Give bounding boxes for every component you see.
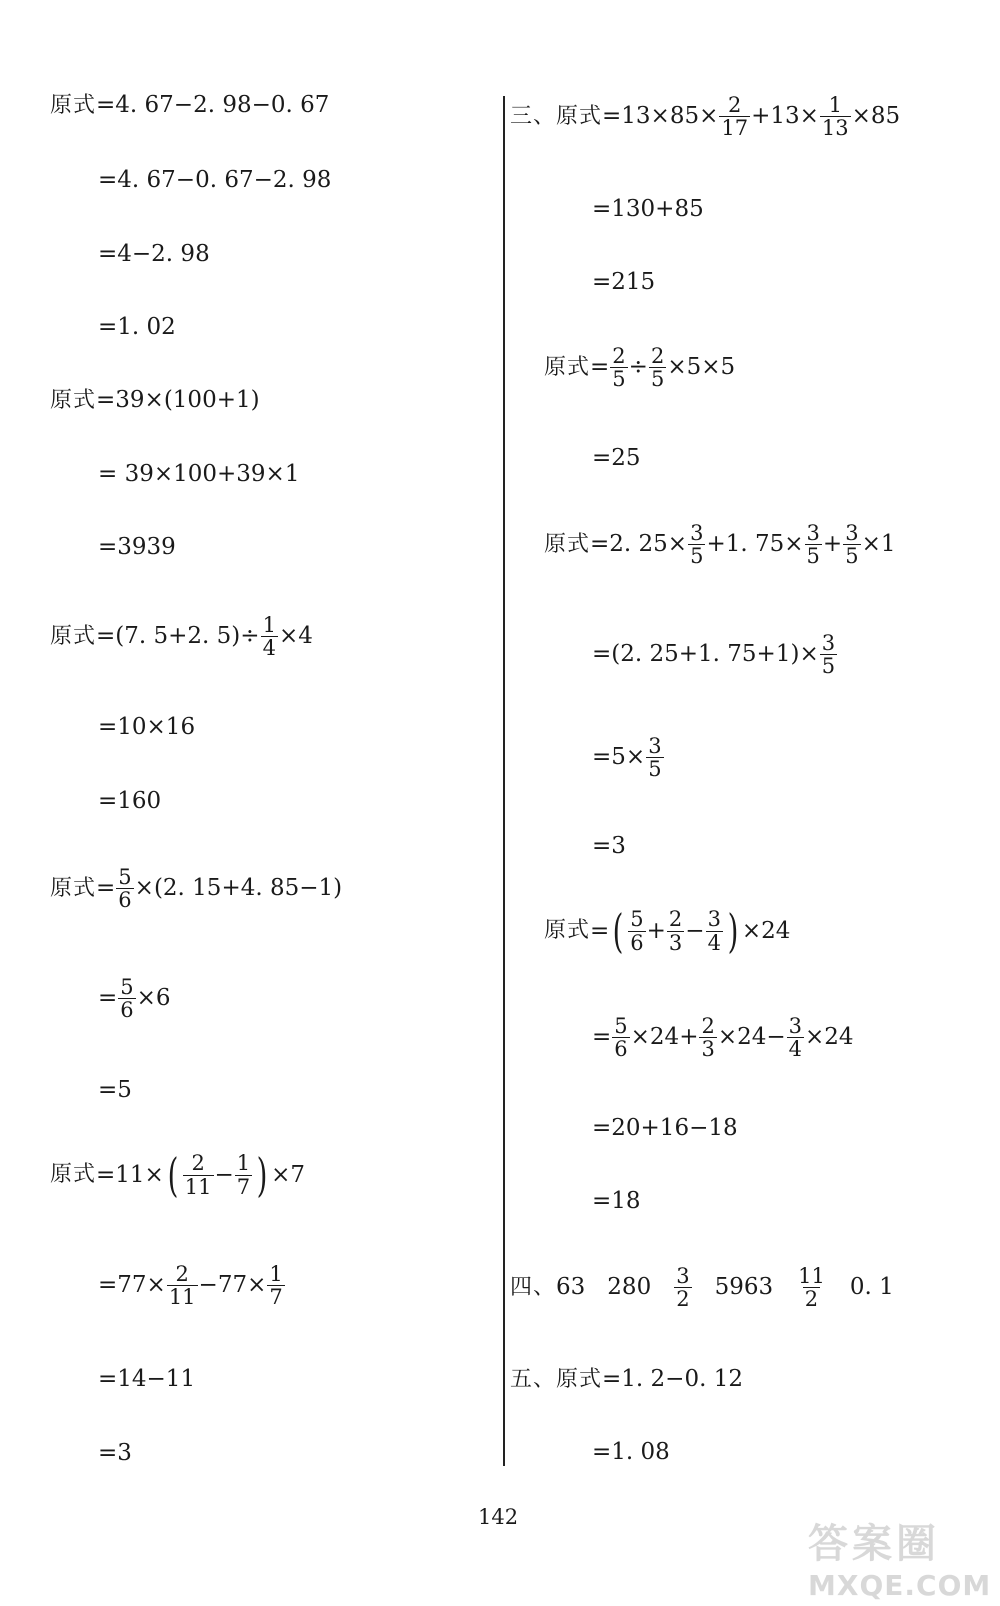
numerator: 3	[648, 734, 662, 758]
numerator: 3	[707, 907, 721, 932]
answer-value: 5963	[714, 1274, 774, 1301]
fraction	[612, 1015, 629, 1060]
numerator: 3	[806, 521, 820, 545]
expression: =4. 67−0. 67−2. 98	[98, 167, 332, 193]
left-line-13	[98, 1079, 132, 1102]
expression-part: ×4	[278, 623, 313, 650]
expression: =25	[592, 445, 641, 471]
right-paren: )	[727, 904, 739, 958]
operator: −	[685, 917, 705, 944]
denominator: 11	[168, 1285, 196, 1310]
expression-part: ×7	[271, 1161, 306, 1188]
right-line-15	[510, 1368, 743, 1391]
denominator: 5	[612, 367, 626, 392]
watermark-logo	[808, 1512, 992, 1602]
right-line-6	[544, 522, 895, 567]
right-line-2	[592, 198, 704, 221]
line-label: 四、	[510, 1274, 557, 1300]
line-label: 原式	[50, 623, 97, 649]
denominator: 5	[806, 544, 820, 569]
numerator: 3	[676, 1264, 690, 1288]
right-line-5	[592, 447, 641, 470]
expression: =20+16−18	[592, 1115, 738, 1141]
left-line-4	[98, 316, 176, 339]
fraction	[235, 1152, 252, 1197]
fraction	[118, 976, 135, 1021]
denominator: 5	[650, 367, 665, 392]
denominator: 11	[184, 1174, 212, 1199]
fraction	[843, 522, 860, 567]
line-label: 三、原式	[510, 103, 603, 129]
fraction	[796, 1265, 827, 1310]
expression-part: ×(2. 15+4. 85−1)	[134, 875, 343, 902]
expression-part: =5×	[592, 744, 646, 771]
line-label: 原式	[50, 92, 97, 118]
right-line-4	[544, 345, 735, 390]
denominator: 5	[648, 757, 662, 782]
fraction	[699, 1015, 716, 1060]
denominator: 3	[701, 1037, 715, 1062]
page-number: 142	[478, 1505, 519, 1529]
expression-part: =2. 25×	[590, 531, 688, 558]
line-label: 原式	[544, 918, 591, 943]
watermark-line-1: 答案圈	[808, 1521, 940, 1567]
left-line-2	[98, 169, 331, 192]
denominator: 2	[804, 1287, 819, 1312]
expression-part: =(2. 25+1. 75+1)×	[592, 641, 819, 668]
left-line-16	[98, 1368, 195, 1391]
expression: =160	[98, 788, 162, 814]
denominator: 7	[269, 1285, 283, 1310]
numerator: 3	[788, 1014, 803, 1038]
expression: =215	[592, 269, 656, 295]
expression-part: ×1	[861, 531, 896, 558]
left-line-9	[98, 716, 195, 739]
numerator: 2	[612, 344, 626, 368]
numerator: 2	[191, 1151, 205, 1176]
left-line-12	[98, 976, 171, 1021]
denominator: 17	[721, 116, 749, 141]
expression-part: ×5×5	[667, 354, 736, 381]
left-paren: (	[612, 904, 624, 958]
numerator: 5	[630, 907, 644, 932]
answer-value: 0. 1	[849, 1274, 894, 1301]
column-divider	[503, 96, 505, 1466]
expression-part: =	[590, 354, 610, 381]
operator: +	[646, 917, 666, 944]
expression-part: =	[98, 985, 118, 1012]
expression-part: =11×	[96, 1161, 164, 1188]
numerator: 11	[798, 1264, 825, 1288]
left-line-1	[50, 94, 329, 117]
fraction	[820, 632, 837, 677]
numerator: 5	[118, 865, 132, 889]
right-line-8	[592, 735, 665, 780]
fraction	[649, 345, 666, 390]
denominator: 6	[614, 1037, 628, 1062]
expression: =1. 2−0. 12	[602, 1366, 743, 1392]
right-line-7	[592, 632, 838, 677]
numerator: 2	[175, 1262, 189, 1286]
left-line-8	[50, 614, 313, 659]
expression: = 39×100+39×1	[98, 461, 300, 487]
expression: =1. 08	[592, 1439, 670, 1465]
denominator: 3	[668, 930, 683, 955]
expression: =18	[592, 1188, 641, 1214]
right-line-1	[510, 94, 900, 139]
expression-part: =	[590, 917, 610, 944]
expression-part: ×85	[851, 103, 901, 130]
line-label: 原式	[50, 1162, 97, 1187]
expression-part: =77×	[98, 1272, 166, 1299]
line-label: 原式	[50, 875, 97, 901]
line-label: 五、原式	[510, 1366, 603, 1392]
denominator: 5	[690, 544, 704, 569]
expression: =4. 67−2. 98−0. 67	[96, 92, 330, 118]
left-line-3	[98, 243, 210, 266]
right-line-9	[592, 835, 626, 858]
left-line-14	[50, 1148, 306, 1202]
operator: +	[822, 531, 843, 558]
answer-value: 63	[556, 1274, 586, 1301]
denominator: 6	[120, 998, 134, 1023]
right-paren: )	[256, 1148, 268, 1202]
denominator: 7	[236, 1174, 251, 1199]
numerator: 1	[262, 613, 276, 637]
expression: =3	[98, 1440, 132, 1466]
fraction	[646, 735, 663, 780]
expression: =3	[592, 833, 626, 859]
expression-part: ×24+	[630, 1024, 699, 1051]
fraction	[667, 908, 684, 953]
right-line-13	[592, 1190, 641, 1213]
denominator: 6	[118, 888, 132, 913]
fraction	[674, 1265, 691, 1310]
right-line-11	[592, 1015, 854, 1060]
numerator: 5	[614, 1014, 628, 1038]
right-line-3	[592, 271, 655, 294]
expression-part: =13×85×	[602, 103, 719, 130]
left-paren: (	[167, 1148, 179, 1202]
expression-part: +13×	[751, 103, 819, 130]
watermark-line-2: MXQE.COM	[808, 1569, 992, 1602]
answer-value: 280	[607, 1274, 652, 1301]
left-line-7	[98, 536, 176, 559]
fraction	[183, 1152, 214, 1197]
expression: =4−2. 98	[98, 241, 210, 267]
fraction	[688, 522, 705, 567]
fraction	[267, 1263, 284, 1308]
denominator: 4	[788, 1037, 803, 1062]
numerator: 1	[269, 1262, 283, 1286]
fraction	[610, 345, 627, 390]
expression: =130+85	[592, 196, 704, 222]
right-line-14	[510, 1265, 894, 1310]
numerator: 1	[828, 93, 842, 117]
line-label: 原式	[544, 531, 591, 557]
right-line-10	[544, 904, 791, 958]
expression-part: =	[96, 875, 116, 902]
right-line-16	[592, 1441, 670, 1464]
denominator: 5	[845, 544, 859, 569]
operator: ÷	[628, 354, 648, 381]
numerator: 2	[728, 93, 742, 117]
denominator: 13	[821, 116, 849, 141]
fraction	[805, 522, 822, 567]
fraction	[628, 908, 645, 953]
expression: =5	[98, 1077, 132, 1103]
left-line-5	[50, 389, 260, 412]
numerator: 5	[120, 975, 134, 999]
expression: =1. 02	[98, 314, 176, 340]
expression-part: =(7. 5+2. 5)÷	[96, 623, 260, 650]
right-line-12	[592, 1117, 738, 1140]
expression: =39×(100+1)	[96, 387, 260, 413]
fraction	[719, 94, 750, 139]
expression: =10×16	[98, 714, 196, 740]
numerator: 3	[690, 521, 704, 545]
expression-part: −77×	[198, 1272, 267, 1299]
line-label: 原式	[50, 387, 97, 413]
operator: −	[214, 1161, 234, 1188]
line-label: 原式	[544, 354, 591, 380]
expression-part: ×24	[741, 917, 791, 944]
left-line-11	[50, 866, 342, 911]
denominator: 4	[262, 636, 276, 661]
numerator: 3	[845, 521, 859, 545]
expression-part: ×24−	[717, 1024, 786, 1051]
denominator: 2	[676, 1287, 690, 1312]
expression-part: =	[592, 1024, 612, 1051]
left-line-10	[98, 790, 161, 813]
numerator: 2	[650, 344, 665, 368]
expression-part: ×6	[136, 985, 171, 1012]
left-line-17	[98, 1442, 132, 1465]
fraction	[116, 866, 133, 911]
numerator: 2	[668, 907, 683, 932]
left-line-6	[98, 463, 299, 486]
expression-part: +1. 75×	[706, 531, 804, 558]
left-line-15	[98, 1263, 286, 1308]
numerator: 2	[701, 1014, 715, 1038]
fraction	[167, 1263, 198, 1308]
fraction	[706, 908, 723, 953]
fraction	[820, 94, 851, 139]
expression-part: ×24	[805, 1024, 854, 1051]
expression: =3939	[98, 534, 176, 560]
fraction	[787, 1015, 804, 1060]
denominator: 6	[630, 930, 644, 955]
expression: =14−11	[98, 1366, 196, 1392]
numerator: 3	[821, 631, 836, 655]
numerator: 1	[236, 1151, 251, 1176]
fraction	[261, 614, 278, 659]
denominator: 5	[821, 654, 836, 679]
denominator: 4	[707, 930, 721, 955]
